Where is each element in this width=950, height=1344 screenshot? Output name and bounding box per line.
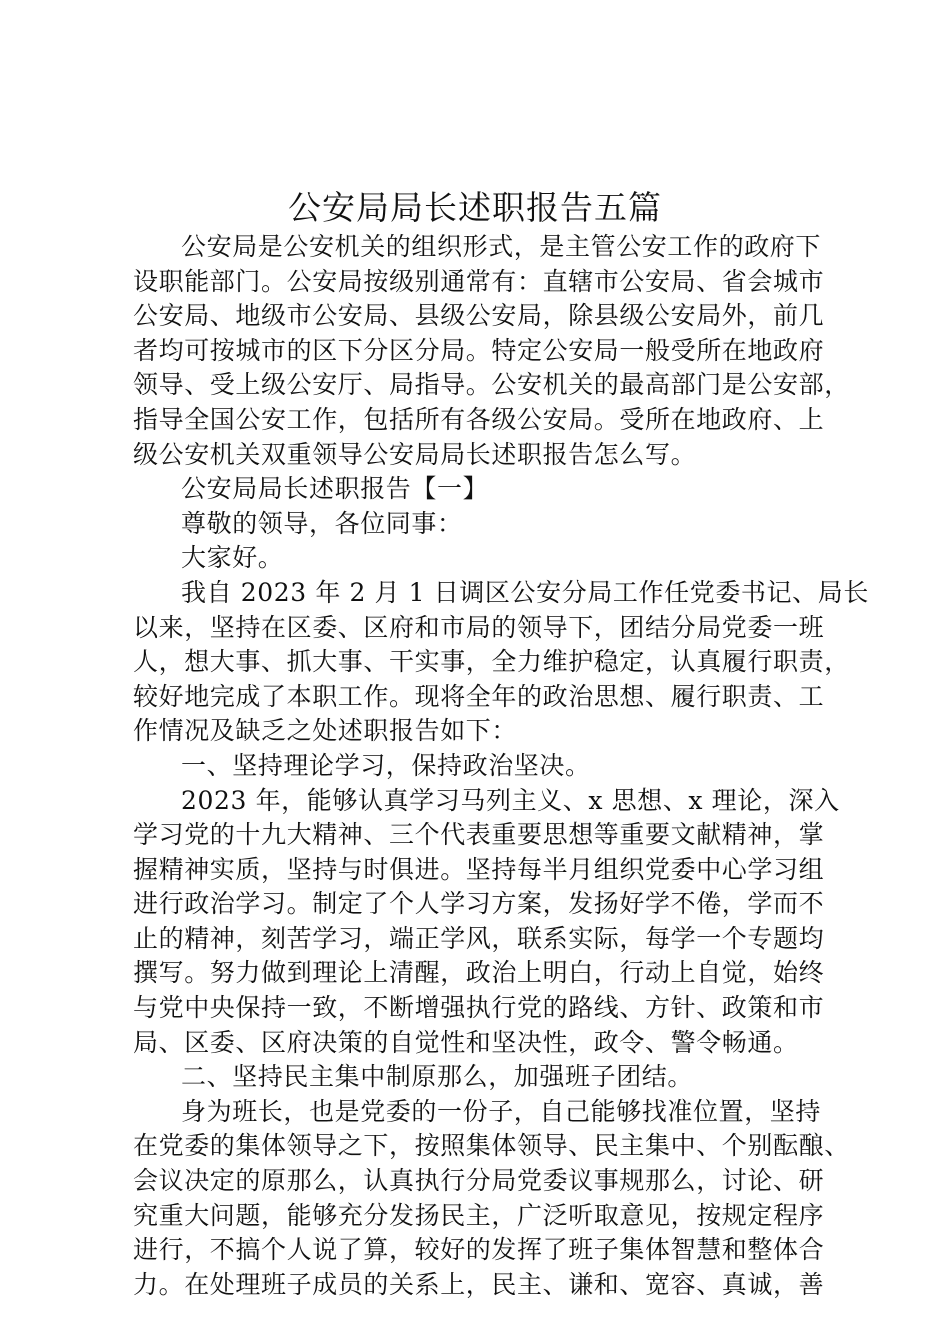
body-text-line: 领导、受上级公安厅、局指导。公安机关的最高部门是公安部， bbox=[133, 370, 850, 400]
body-text-line: 尊敬的领导，各位同事： bbox=[181, 508, 463, 538]
body-text-line: 设职能部门。公安局按级别通常有：直辖市公安局、省会城市 bbox=[133, 266, 825, 296]
body-text-line: 撰写。努力做到理论上清醒，政治上明白，行动上自觉，始终 bbox=[133, 958, 825, 988]
body-text-line: 公安局、地级市公安局、县级公安局，除县级公安局外，前几 bbox=[133, 301, 825, 331]
body-text-line: 指导全国公安工作，包括所有各级公安局。受所在地政府、上 bbox=[133, 404, 825, 434]
body-text-line: 者均可按城市的区下分区分局。特定公安局一般受所在地政府 bbox=[133, 335, 825, 365]
body-text-line: 局、区委、区府决策的自觉性和坚决性，政令、警令畅通。 bbox=[133, 1027, 799, 1057]
document-body bbox=[133, 230, 869, 1302]
body-text-line: 公安局是公安机关的组织形式，是主管公安工作的政府下 bbox=[181, 232, 822, 261]
body-text-line: 学习党的十九大精神、三个代表重要思想等重要文献精神，掌 bbox=[133, 820, 825, 850]
body-text-line: 力。在处理班子成员的关系上，民主、谦和、宽容、真诚，善 bbox=[133, 1269, 825, 1299]
body-text-line: 我自 2023 年 2 月 1 日调区公安分局工作任党委书记、局长 bbox=[181, 577, 869, 607]
body-text-line: 人，想大事、抓大事、干实事，全力维护稳定，认真履行职责， bbox=[133, 647, 850, 677]
body-text-line: 公安局局长述职报告【一】 bbox=[181, 474, 489, 504]
body-text-line: 大家好。 bbox=[181, 543, 284, 573]
body-text-line: 以来，坚持在区委、区府和市局的领导下，团结分局党委一班 bbox=[133, 612, 825, 642]
body-text-line: 二、坚持民主集中制原那么，加强班子团结。 bbox=[181, 1062, 694, 1092]
body-text-line: 会议决定的原那么，认真执行分局党委议事规那么，讨论、研 bbox=[133, 1166, 825, 1196]
body-text-line: 2023 年，能够认真学习马列主义、x 思想、x 理论，深入 bbox=[181, 785, 840, 815]
body-text-line: 进行政治学习。制定了个人学习方案，发扬好学不倦，学而不 bbox=[133, 889, 825, 919]
document-title: 公安局局长述职报告五篇 bbox=[288, 188, 662, 227]
body-text-line: 究重大问题，能够充分发扬民主，广泛听取意见，按规定程序 bbox=[133, 1200, 825, 1230]
body-text-line: 级公安机关双重领导公安局局长述职报告怎么写。 bbox=[133, 439, 697, 469]
body-text-line: 进行，不搞个人说了算，较好的发挥了班子集体智慧和整体合 bbox=[133, 1235, 825, 1265]
body-text-line: 较好地完成了本职工作。现将全年的政治思想、履行职责、工 bbox=[133, 681, 825, 711]
body-text-line: 与党中央保持一致，不断增强执行党的路线、方针、政策和市 bbox=[133, 993, 825, 1023]
body-text-line: 止的精神，刻苦学习，端正学风，联系实际，每学一个专题均 bbox=[133, 923, 825, 953]
body-text-line: 在党委的集体领导之下，按照集体领导、民主集中、个别酝酿、 bbox=[133, 1131, 850, 1161]
body-text-line: 身为班长，也是党委的一份子，自己能够找准位置，坚持 bbox=[181, 1096, 822, 1126]
body-text-line: 握精神实质，坚持与时俱进。坚持每半月组织党委中心学习组 bbox=[133, 854, 825, 884]
body-text-line: 作情况及缺乏之处述职报告如下： bbox=[133, 716, 518, 746]
body-text-line: 一、坚持理论学习，保持政治坚决。 bbox=[181, 750, 591, 780]
